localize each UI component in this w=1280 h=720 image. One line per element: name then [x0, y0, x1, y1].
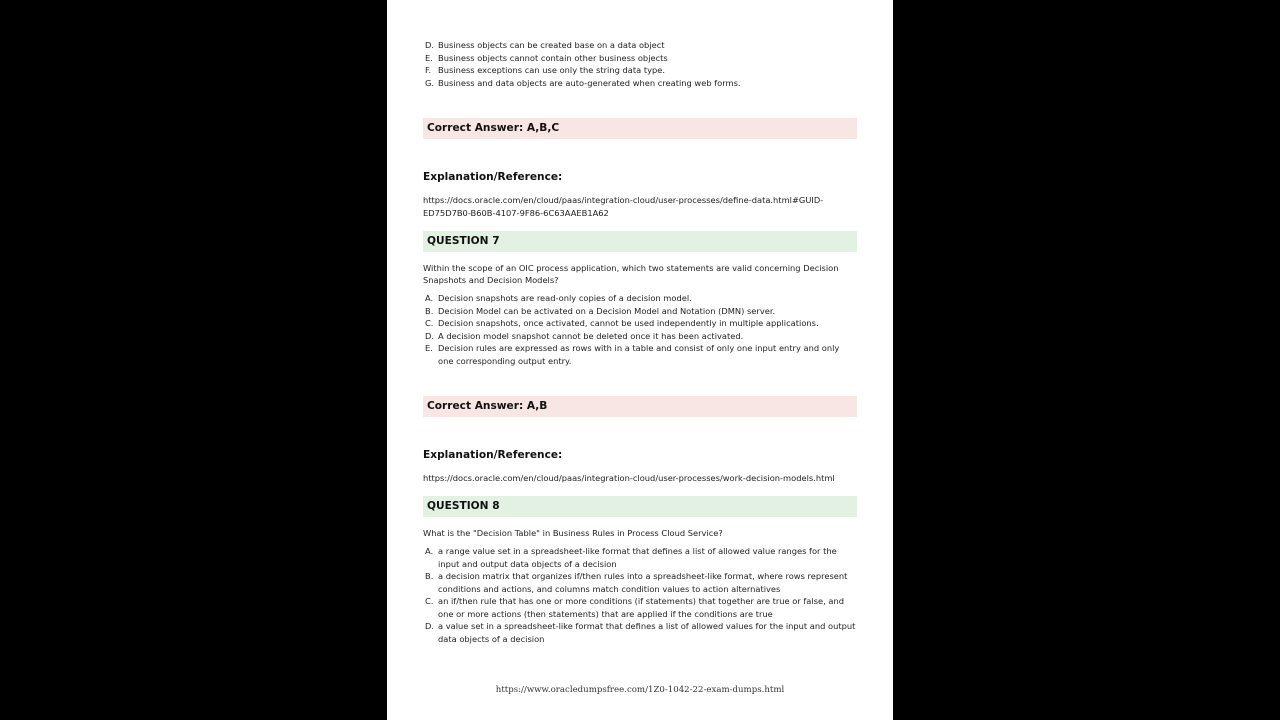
q6-option-e: E. Business objects cannot contain other business objects: [425, 52, 668, 63]
q8-option-d: D. a value set in a spreadsheet-like format that defines a list of allowed values for the input and output data objects of a decision: [425, 621, 856, 644]
document-page: [387, 0, 893, 720]
q8-question-line1: What is the "Decision Table" in Business Rules in Process Cloud Service?: [423, 528, 723, 538]
q6-explanation-heading: Explanation/Reference:: [423, 171, 563, 183]
question-7-heading: QUESTION 7: [423, 231, 857, 252]
q6-option-f: F. Business exceptions can use only the string data type.: [425, 65, 665, 75]
q6-correct-answer: Correct Answer: A,B,C: [423, 118, 857, 139]
q7-option-e: E. Decision rules are expressed as rows with in a table and consist of only one input entry and only one corresponding output entry.: [425, 343, 840, 366]
q6-explanation-link-line2: ED75D7B0-B60B-4107-9F86-6C63AAEB1A62: [423, 208, 609, 218]
q8-option-c: C. an if/then rule that has one or more conditions (if statements) that together are true or false, and one or more actions (then statements) that are applied if the conditions are true: [425, 596, 845, 619]
q7-option-b: B. Decision Model can be activated on a Decision Model and Notation (DMN) server.: [425, 305, 776, 316]
q7-explanation-heading: Explanation/Reference:: [423, 449, 563, 461]
question-8-heading: QUESTION 8: [423, 496, 857, 517]
q6-option-list: [423, 39, 857, 89]
q7-question-line1: Within the scope of an OIC process application, which two statements are valid concerning Decision: [423, 263, 839, 273]
q8-option-list: [423, 545, 857, 645]
q7-option-c: C. Decision snapshots, once activated, cannot be used independently in multiple applications.: [425, 318, 819, 328]
q7-question-line2: Snapshots and Decision Models?: [423, 275, 559, 285]
q6-explanation-link-line1: https://docs.oracle.com/en/cloud/paas/integration-cloud/user-processes/define-data.html#GUID-: [423, 195, 824, 205]
q6-option-g: G. Business and data objects are auto-generated when creating web forms.: [425, 77, 741, 88]
q7-option-a: A. Decision snapshots are read-only copies of a decision model.: [425, 293, 692, 303]
q6-option-d: D. Business objects can be created base on a data object: [425, 40, 665, 50]
footer-url-link[interactable]: https://www.oracledumpsfree.com/1Z0-1042-22-exam-dumps.html: [495, 685, 785, 695]
q7-explanation-link: https://docs.oracle.com/en/cloud/paas/integration-cloud/user-processes/work-decision-models.html: [423, 473, 835, 483]
q7-correct-answer: Correct Answer: A,B: [423, 396, 857, 417]
q8-option-a: A. a range value set in a spreadsheet-like format that defines a list of allowed value ranges for the input and output data objects of a decision: [425, 546, 837, 569]
q8-option-b: B. a decision matrix that organizes if/then rules into a spreadsheet-like format, where rows represent conditions and actions, and columns match condition values to action alternatives: [425, 571, 848, 594]
q7-option-d: D. A decision model snapshot cannot be deleted once it has been activated.: [425, 330, 744, 341]
q7-option-list: [423, 292, 857, 367]
